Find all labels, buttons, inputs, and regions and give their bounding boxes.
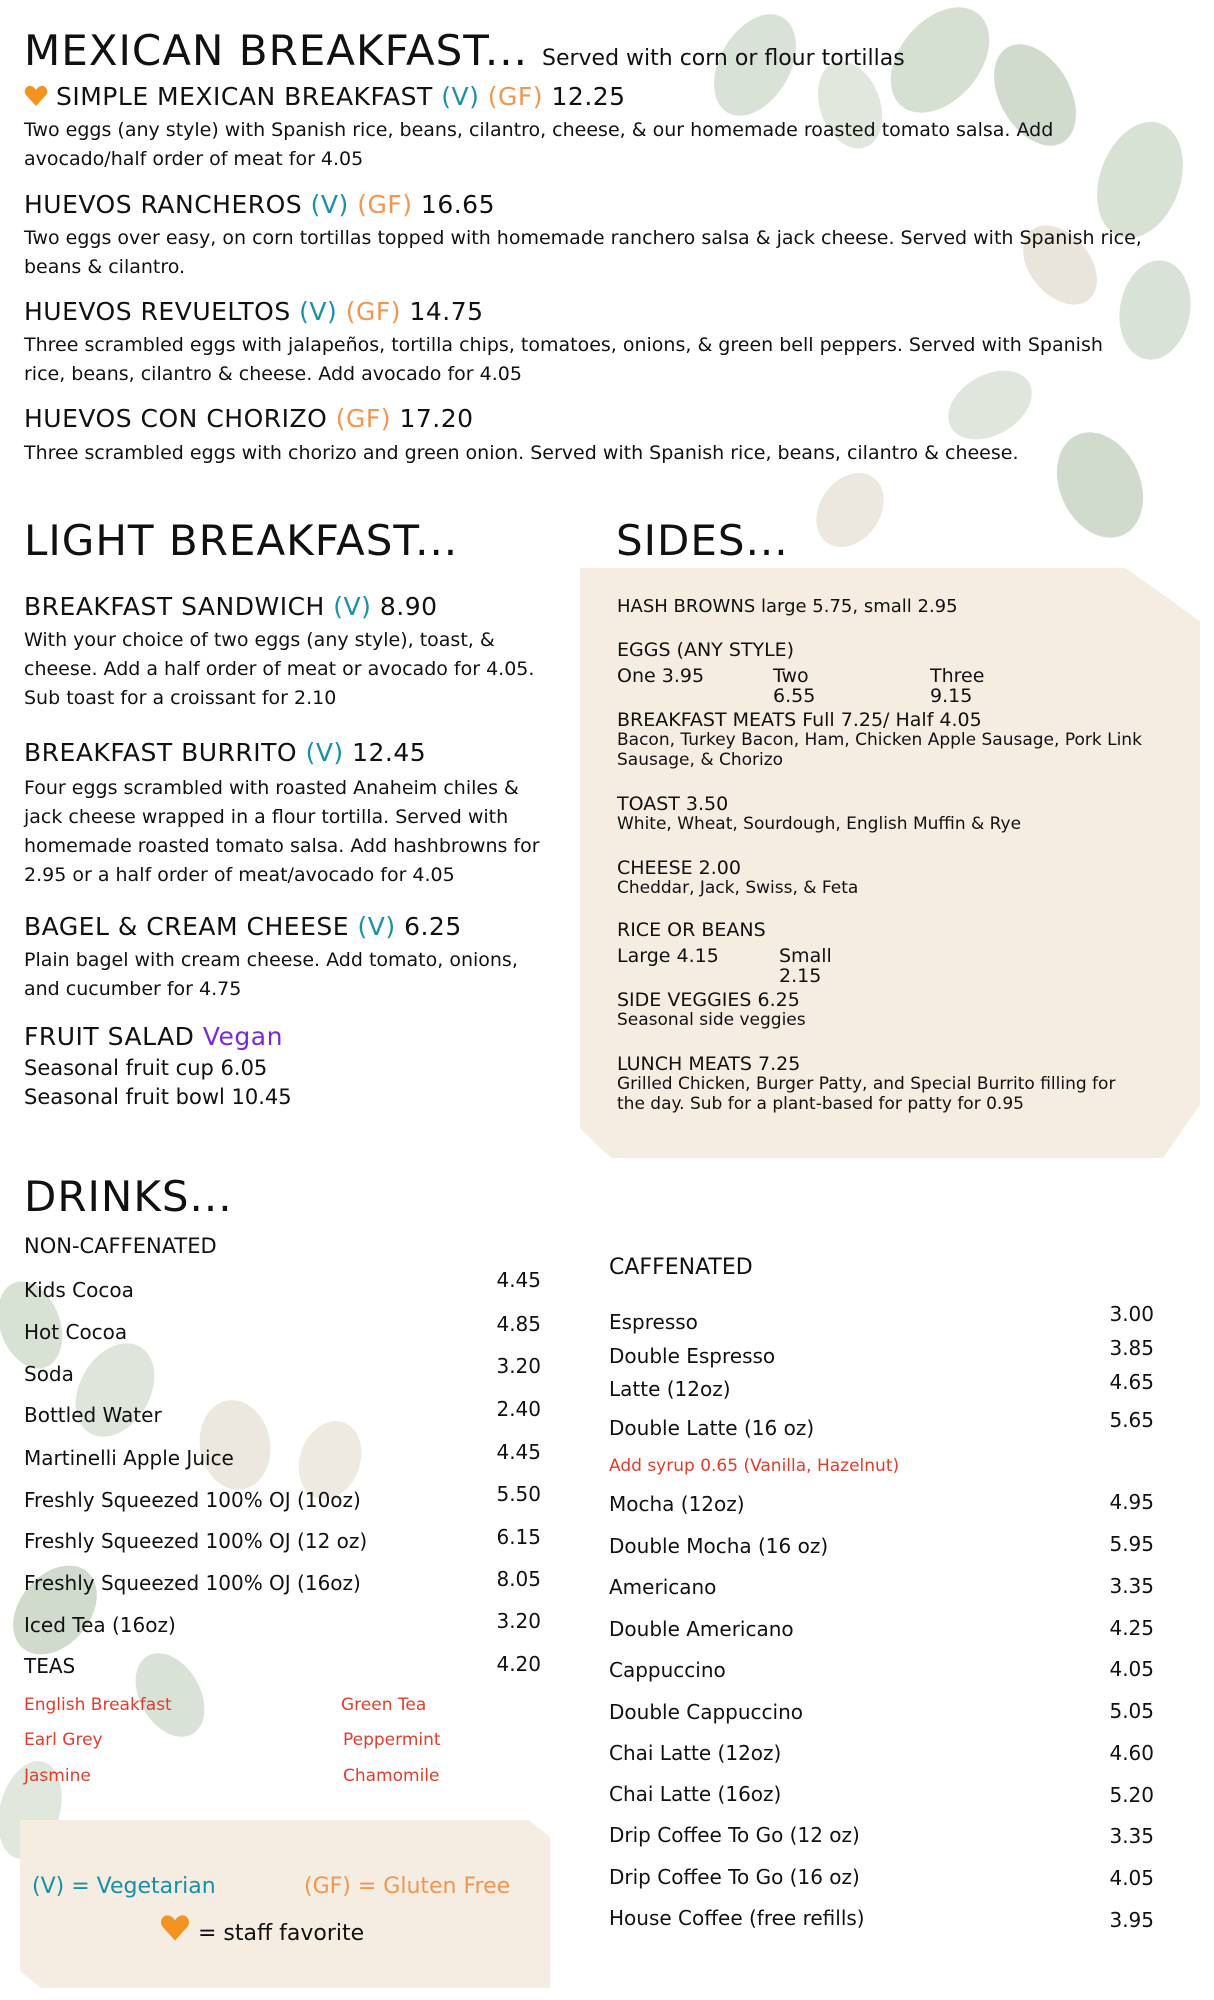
side-desc: Seasonal side veggies — [617, 1010, 806, 1030]
drink-name: Double Espresso — [609, 1344, 776, 1368]
legend-staff-favorite — [160, 1914, 364, 1946]
drink-name: Latte (12oz) — [609, 1377, 731, 1401]
item-name: BREAKFAST BURRITO — [24, 738, 298, 767]
drink-name: Chai Latte (16oz) — [609, 1782, 782, 1806]
sides-title: SIDES... — [616, 516, 789, 565]
tea-option: Earl Grey — [24, 1730, 103, 1750]
vegetarian-tag: (V) — [441, 82, 480, 111]
drink-name: Martinelli Apple Juice — [24, 1446, 234, 1470]
menu-item-simple-mexican — [24, 82, 626, 111]
drink-name: Double Americano — [609, 1617, 794, 1641]
item-description — [24, 116, 1053, 174]
eggs-two: Two 6.55 — [773, 665, 816, 707]
item-description — [24, 946, 518, 1004]
tea-option: Chamomile — [343, 1766, 440, 1786]
side-title: SIDE VEGGIES 6.25 — [617, 989, 800, 1011]
vegetarian-tag: (V) — [310, 190, 349, 219]
drink-name: Drip Coffee To Go (12 oz) — [609, 1823, 860, 1847]
item-price: 17.20 — [399, 404, 474, 433]
side-desc: Sausage, & Chorizo — [617, 750, 784, 770]
item-price: 12.25 — [551, 82, 626, 111]
menu-item-huevos-revueltos — [24, 297, 484, 326]
drink-name: Chai Latte (12oz) — [609, 1741, 782, 1765]
gluten-free-tag: (GF) — [357, 190, 413, 219]
side-desc: Grilled Chicken, Burger Patty, and Special Burrito filling for — [617, 1074, 1116, 1094]
eggs-three: Three 9.15 — [930, 665, 985, 707]
drink-name: Bottled Water — [24, 1403, 162, 1427]
drink-name: Freshly Squeezed 100% OJ (12 oz) — [24, 1529, 368, 1553]
vegetarian-tag: (V) — [333, 592, 372, 621]
drink-price: 3.20 — [496, 1609, 541, 1633]
side-toast — [617, 794, 1021, 834]
desc-line: Seasonal fruit bowl 10.45 — [24, 1085, 292, 1109]
menu-item-breakfast-sandwich — [24, 592, 438, 621]
desc-line: Two eggs (any style) with Spanish rice, beans, cilantro, cheese, & our homemade roasted tomato salsa. Add — [24, 119, 1054, 141]
item-name: BAGEL & CREAM CHEESE — [24, 912, 350, 941]
item-description — [24, 224, 1142, 282]
drink-price: 2.40 — [496, 1397, 541, 1421]
side-title: BREAKFAST MEATS Full 7.25/ Half 4.05 — [617, 709, 982, 731]
vegan-tag: Vegan — [202, 1022, 283, 1051]
drink-price: 4.60 — [1109, 1741, 1154, 1765]
drink-name: Drip Coffee To Go (16 oz) — [609, 1865, 860, 1889]
desc-line: homemade roasted tomato salsa. Add hashbrowns for — [24, 835, 540, 857]
drink-price: 3.20 — [496, 1354, 541, 1378]
non-caffenated-title: NON-CAFFENATED — [24, 1234, 217, 1258]
gluten-free-tag: (GF) — [345, 297, 401, 326]
side-lunch-meats — [617, 1054, 1115, 1114]
syrup-note: Add syrup 0.65 (Vanilla, Hazelnut) — [609, 1456, 900, 1476]
desc-line: Three scrambled eggs with jalapeños, tortilla chips, tomatoes, onions, & green bell peppers. Served with Spanish — [24, 334, 1103, 356]
side-title: LUNCH MEATS 7.25 — [617, 1053, 801, 1075]
side-title: RICE OR BEANS — [617, 919, 766, 941]
item-price: 16.65 — [420, 190, 495, 219]
drink-price: 3.85 — [1109, 1336, 1154, 1360]
drink-price: 5.20 — [1109, 1783, 1154, 1807]
item-description — [24, 439, 1019, 468]
legend-gluten-free: (GF) = Gluten Free — [304, 1874, 511, 1899]
desc-line: cheese. Add a half order of meat or avocado for 4.05. — [24, 658, 535, 680]
desc-line: With your choice of two eggs (any style), toast, & — [24, 629, 495, 651]
mexican-title: MEXICAN BREAKFAST... — [24, 26, 528, 75]
item-name: HUEVOS REVUELTOS — [24, 297, 291, 326]
drink-name: Iced Tea (16oz) — [24, 1613, 176, 1637]
side-title: EGGS (ANY STYLE) — [617, 639, 795, 661]
item-name: BREAKFAST SANDWICH — [24, 592, 325, 621]
vegetarian-tag: (V) — [305, 738, 344, 767]
rice-large: Large 4.15 — [617, 945, 719, 967]
mexican-section-header — [24, 26, 905, 75]
drink-price: 5.65 — [1109, 1408, 1154, 1432]
desc-line: Plain bagel with cream cheese. Add tomato, onions, — [24, 949, 518, 971]
side-desc: White, Wheat, Sourdough, English Muffin & Rye — [617, 814, 1022, 834]
side-title: TOAST 3.50 — [617, 793, 729, 815]
drink-price: 3.35 — [1109, 1824, 1154, 1848]
gluten-free-tag: (GF) — [487, 82, 544, 111]
drink-price: 3.95 — [1109, 1908, 1154, 1932]
drink-name: Double Mocha (16 oz) — [609, 1534, 829, 1558]
desc-line: beans & cilantro. — [24, 256, 186, 278]
desc-line: 2.95 or a half order of meat/avocado for 4.05 — [24, 864, 455, 886]
desc-line: and cucumber for 4.75 — [24, 978, 242, 1000]
desc-line: Seasonal fruit cup 6.05 — [24, 1056, 268, 1080]
side-eggs — [617, 639, 985, 707]
drink-name: Hot Cocoa — [24, 1320, 128, 1344]
item-description — [24, 1054, 292, 1112]
drink-price: 4.25 — [1109, 1616, 1154, 1640]
drink-price: 5.05 — [1109, 1699, 1154, 1723]
item-name: SIMPLE MEXICAN BREAKFAST — [56, 82, 433, 111]
drink-price: 5.95 — [1109, 1532, 1154, 1556]
item-description — [24, 331, 1103, 389]
item-price: 12.45 — [352, 738, 427, 767]
item-name: FRUIT SALAD — [24, 1022, 195, 1051]
desc-line: rice, beans, cilantro & cheese. Add avocado for 4.05 — [24, 363, 522, 385]
side-hash-browns: HASH BROWNS large 5.75, small 2.95 — [617, 596, 958, 617]
menu-item-huevos-con-chorizo — [24, 404, 474, 433]
desc-line: Three scrambled eggs with chorizo and green onion. Served with Spanish rice, beans, cilantro & cheese. — [24, 442, 1019, 464]
gluten-free-tag: (GF) — [335, 404, 392, 433]
drink-price: 3.35 — [1109, 1574, 1154, 1598]
drink-price: 4.05 — [1109, 1657, 1154, 1681]
drink-name: Kids Cocoa — [24, 1278, 134, 1302]
heart-icon — [24, 85, 48, 107]
side-veggies — [617, 990, 806, 1030]
tea-option: Jasmine — [24, 1766, 91, 1786]
light-breakfast-title: LIGHT BREAKFAST... — [24, 516, 459, 565]
drink-price: 4.85 — [496, 1312, 541, 1336]
tea-option: Peppermint — [343, 1730, 441, 1750]
desc-line: Two eggs over easy, on corn tortillas topped with homemade ranchero salsa & jack cheese. Served with Spanish rice, — [24, 227, 1142, 249]
menu-item-huevos-rancheros — [24, 190, 495, 219]
drink-name: Espresso — [609, 1310, 698, 1334]
desc-line: jack cheese wrapped in a flour tortilla. Served with — [24, 806, 509, 828]
drink-price: 4.05 — [1109, 1866, 1154, 1890]
drink-name: Mocha (12oz) — [609, 1492, 745, 1516]
heart-icon — [160, 1914, 190, 1942]
drink-price: 4.95 — [1109, 1490, 1154, 1514]
legend-fav-text: = staff favorite — [198, 1921, 365, 1946]
drink-price: 4.45 — [496, 1268, 541, 1292]
drink-price: 5.50 — [496, 1482, 541, 1506]
item-description — [24, 774, 540, 890]
item-name: HUEVOS CON CHORIZO — [24, 404, 328, 433]
drink-name: TEAS — [24, 1654, 76, 1678]
menu-item-breakfast-burrito — [24, 738, 426, 767]
desc-line: avocado/half order of meat for 4.05 — [24, 148, 364, 170]
item-price: 6.25 — [404, 912, 462, 941]
drink-price: 4.20 — [496, 1652, 541, 1676]
menu-item-fruit-salad — [24, 1022, 283, 1051]
desc-line: Sub toast for a croissant for 2.10 — [24, 687, 337, 709]
item-description — [24, 626, 534, 713]
drink-name: Americano — [609, 1575, 717, 1599]
drink-name: Freshly Squeezed 100% OJ (16oz) — [24, 1571, 361, 1595]
drink-name: Soda — [24, 1362, 74, 1386]
item-name: HUEVOS RANCHEROS — [24, 190, 303, 219]
drink-price: 8.05 — [496, 1567, 541, 1591]
drink-price: 4.65 — [1109, 1370, 1154, 1394]
legend-panel — [20, 1820, 550, 1988]
tea-option: English Breakfast — [24, 1695, 172, 1715]
menu-item-bagel — [24, 912, 462, 941]
side-desc: Cheddar, Jack, Swiss, & Feta — [617, 878, 859, 898]
drink-name: Double Cappuccino — [609, 1700, 803, 1724]
drinks-title: DRINKS... — [24, 1172, 233, 1221]
mexican-note: Served with corn or flour tortillas — [541, 46, 905, 71]
side-desc: Bacon, Turkey Bacon, Ham, Chicken Apple Sausage, Pork Link — [617, 730, 1142, 750]
side-rice-beans — [617, 919, 832, 987]
drink-name: House Coffee (free refills) — [609, 1906, 865, 1930]
item-price: 8.90 — [379, 592, 438, 621]
caffenated-title: CAFFENATED — [609, 1255, 753, 1280]
side-desc: the day. Sub for a plant-based for patty for 0.95 — [617, 1094, 1024, 1114]
tea-option: Green Tea — [341, 1695, 427, 1715]
drink-price: 3.00 — [1109, 1302, 1154, 1326]
legend-vegetarian: (V) = Vegetarian — [32, 1874, 216, 1899]
desc-line: Four eggs scrambled with roasted Anaheim chiles & — [24, 777, 519, 799]
side-cheese — [617, 858, 858, 898]
vegetarian-tag: (V) — [299, 297, 338, 326]
drink-name: Double Latte (16 oz) — [609, 1416, 815, 1440]
side-title: CHEESE 2.00 — [617, 857, 741, 879]
vegetarian-tag: (V) — [357, 912, 396, 941]
drink-name: Cappuccino — [609, 1658, 726, 1682]
drink-price: 6.15 — [496, 1525, 541, 1549]
rice-small: Small 2.15 — [779, 945, 832, 987]
side-breakfast-meats — [617, 710, 1142, 770]
drink-price: 4.45 — [496, 1440, 541, 1464]
eggs-one: One 3.95 — [617, 665, 705, 687]
drink-name: Freshly Squeezed 100% OJ (10oz) — [24, 1488, 361, 1512]
item-price: 14.75 — [409, 297, 484, 326]
